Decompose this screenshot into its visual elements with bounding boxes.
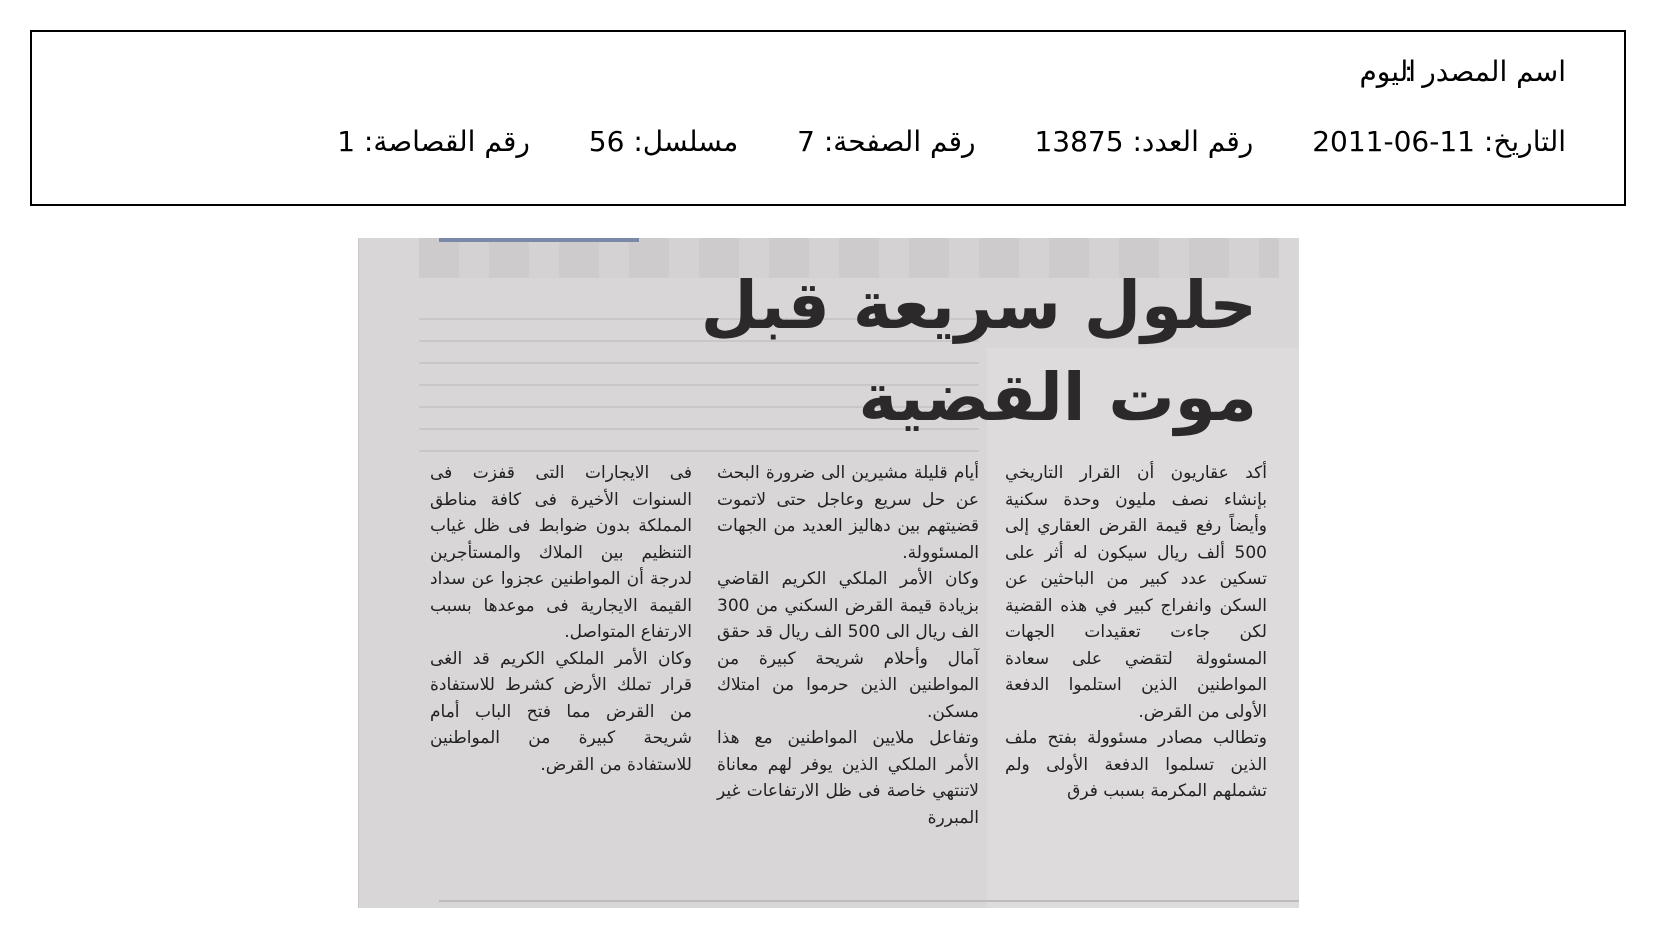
clipping-top-rule: [439, 238, 639, 242]
source-label: اسم المصدر :: [1403, 55, 1566, 88]
clipping-bottom-rule: [439, 900, 1299, 902]
newspaper-clipping: [358, 238, 1299, 908]
clipping-number-field: رقم القصاصة: 1: [337, 125, 530, 158]
article-column-middle: [717, 460, 979, 831]
article-column-right: [1005, 460, 1267, 805]
paragraph: وكان الأمر الملكي الكريم القاضي بزيادة قيمة القرض السكني من 300 الف ريال الى 500 الف ريال قد حقق آمال وأحلام شريحة كبيرة من المواطنين الذين حرموا من امتلاك مسكن.: [717, 569, 979, 722]
paragraph: وتفاعل ملايين المواطنين مع هذا الأمر الملكي الذين يوفر لهم معاناة لاتنتهي خاصة فى ظل الارتفاعات غير المبررة: [717, 728, 979, 828]
source-info-box: [30, 30, 1626, 206]
date-field: التاريخ: 11-06-2011: [1312, 125, 1566, 158]
article-headline: حلول سريعة قبل موت القضية: [700, 267, 1257, 436]
paragraph: وكان الأمر الملكي الكريم قد الغى قرار تملك الأرض كشرط للاستفادة من القرض مما فتح الباب أمام شريحة كبيرة من المواطنين للاستفادة من القرض.: [430, 648, 692, 775]
source-value: اليوم: [1359, 55, 1416, 88]
paragraph: أيام قليلة مشيرين الى ضرورة البحث عن حل سريع وعاجل حتى لاتموت قضيتهم بين دهاليز العديد من الجهات المسئوولة.: [717, 463, 979, 563]
issue-number-field: رقم العدد: 13875: [1034, 125, 1254, 158]
paragraph: أكد عقاريون أن القرار التاريخي بإنشاء نصف مليون وحدة سكنية وأيضاً رفع قيمة القرض العقاري إلى 500 ألف ريال سيكون له أثر على تسكين عدد كبير من الباحثين عن السكن وانفراج كبير في هذه القضية لكن جاءت تعقيدات الجهات المسئوولة لتقضي على سعادة المواطنين الذين استلموا الدفعة الأولى من القرض.: [1005, 463, 1267, 722]
source-row: [1359, 54, 1566, 90]
serial-field: مسلسل: 56: [588, 125, 739, 158]
paragraph: فى الايجارات التى قفزت فى السنوات الأخيرة فى كافة مناطق المملكة بدون ضوابط فى ظل غياب التنظيم بين الملاك والمستأجرين لدرجة أن المواطنين عجزوا عن سداد القيمة الايجارية فى موعدها بسبب الارتفاع المتواصل.: [430, 463, 692, 642]
paragraph: وتطالب مصادر مسئوولة بفتح ملف الذين تسلموا الدفعة الأولى ولم تشملهم المكرمة بسبب فرق: [1005, 728, 1267, 801]
article-column-left: [430, 460, 692, 778]
metadata-row: [337, 124, 1566, 160]
page-number-field: رقم الصفحة: 7: [797, 125, 976, 158]
